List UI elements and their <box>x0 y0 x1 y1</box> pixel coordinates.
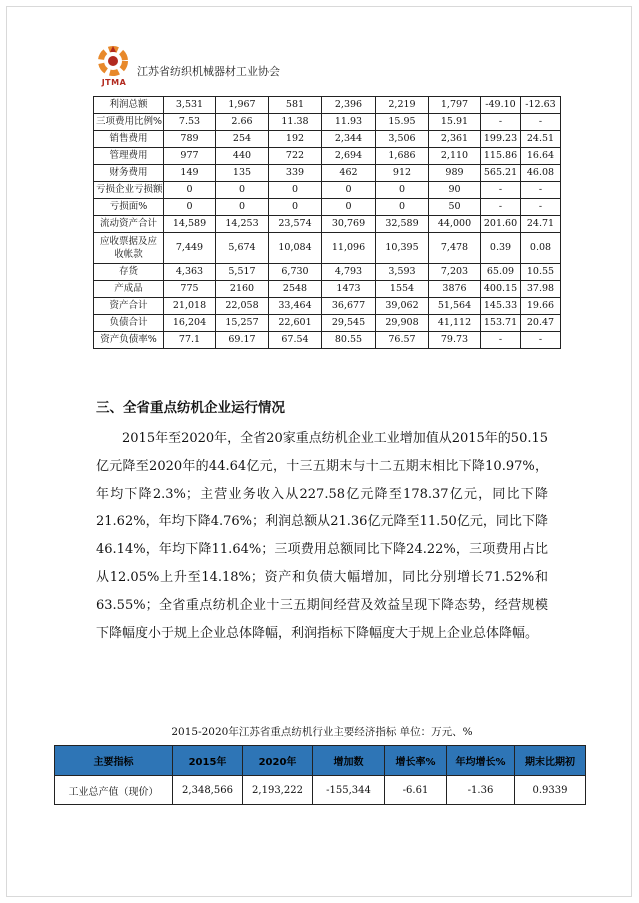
table-row <box>94 233 561 264</box>
table-cell: 7,478 <box>429 233 481 264</box>
table-cell: 15.95 <box>376 114 429 131</box>
table-row <box>94 114 561 131</box>
table-cell: - <box>481 332 521 349</box>
financial-indicators-table <box>93 96 561 349</box>
table-cell: 11.38 <box>269 114 322 131</box>
table-cell: 1,967 <box>216 97 269 114</box>
table-cell: 19.66 <box>521 298 561 315</box>
table-row <box>94 97 561 114</box>
table-cell: 16,204 <box>164 315 216 332</box>
table-row <box>94 315 561 332</box>
table-cell: 46.08 <box>521 165 561 182</box>
table-cell: 199.23 <box>481 131 521 148</box>
organization-name: 江苏省纺织机械器材工业协会 <box>137 65 280 78</box>
table-row <box>55 776 586 805</box>
table-cell: 7,203 <box>429 264 481 281</box>
row-label: 负债合计 <box>94 315 164 332</box>
table-caption: 2015-2020年江苏省重点纺机行业主要经济指标 单位：万元、% <box>171 726 473 738</box>
table-row <box>94 264 561 281</box>
column-header: 主要指标 <box>55 746 173 776</box>
row-label: 存货 <box>94 264 164 281</box>
table-cell: 989 <box>429 165 481 182</box>
column-header: 增加数 <box>313 746 385 776</box>
table-cell: 22,601 <box>269 315 322 332</box>
table-cell: 2,348,566 <box>173 776 243 805</box>
row-label: 资产合计 <box>94 298 164 315</box>
table-cell: 149 <box>164 165 216 182</box>
table-cell: 2,396 <box>322 97 376 114</box>
table-cell: 30,769 <box>322 216 376 233</box>
row-label: 产成品 <box>94 281 164 298</box>
row-label: 亏损面% <box>94 199 164 216</box>
table-cell: 2,694 <box>322 148 376 165</box>
table-cell: 33,464 <box>269 298 322 315</box>
table-cell: 6,730 <box>269 264 322 281</box>
table-cell: 76.57 <box>376 332 429 349</box>
table-cell: 3,506 <box>376 131 429 148</box>
table-cell: 10,395 <box>376 233 429 264</box>
table-cell: 135 <box>216 165 269 182</box>
table-row <box>94 281 561 298</box>
table-cell: 0 <box>164 199 216 216</box>
table-cell: 90 <box>429 182 481 199</box>
row-label: 亏损企业亏损额 <box>94 182 164 199</box>
table-cell: - <box>481 182 521 199</box>
row-label: 销售费用 <box>94 131 164 148</box>
table-cell: 65.09 <box>481 264 521 281</box>
row-label: 利润总额 <box>94 97 164 114</box>
table-row <box>94 298 561 315</box>
table-cell: 79.73 <box>429 332 481 349</box>
table-cell: 192 <box>269 131 322 148</box>
table-cell: 24.51 <box>521 131 561 148</box>
table-cell: 2160 <box>216 281 269 298</box>
table-cell: 153.71 <box>481 315 521 332</box>
table-cell: 67.54 <box>269 332 322 349</box>
table-cell: 145.33 <box>481 298 521 315</box>
table-cell: -6.61 <box>385 776 447 805</box>
table-cell: - <box>521 332 561 349</box>
table-cell: 1554 <box>376 281 429 298</box>
table-cell: 77.1 <box>164 332 216 349</box>
table-cell: 69.17 <box>216 332 269 349</box>
table-cell: 14,589 <box>164 216 216 233</box>
column-header: 年均增长% <box>447 746 515 776</box>
table-cell: 339 <box>269 165 322 182</box>
table-cell: 400.15 <box>481 281 521 298</box>
column-header: 2015年 <box>173 746 243 776</box>
table-row <box>94 131 561 148</box>
table-cell: 0.9339 <box>515 776 586 805</box>
table-cell: 21,018 <box>164 298 216 315</box>
table-row <box>94 216 561 233</box>
table-row <box>94 332 561 349</box>
table-cell: 15,257 <box>216 315 269 332</box>
table-cell: 5,674 <box>216 233 269 264</box>
table-cell: 0 <box>376 182 429 199</box>
table-cell: 0 <box>322 182 376 199</box>
table-cell: 10.55 <box>521 264 561 281</box>
table-cell: 581 <box>269 97 322 114</box>
table-cell: - <box>481 114 521 131</box>
table-cell: 722 <box>269 148 322 165</box>
table-cell: 0 <box>269 182 322 199</box>
table-cell: 24.71 <box>521 216 561 233</box>
table-cell: 565.21 <box>481 165 521 182</box>
table-cell: 7,449 <box>164 233 216 264</box>
table-cell: 0 <box>164 182 216 199</box>
column-header: 2020年 <box>243 746 313 776</box>
table-cell: - <box>521 199 561 216</box>
table-cell: -1.36 <box>447 776 515 805</box>
table-cell: 7.53 <box>164 114 216 131</box>
table-cell: 37.98 <box>521 281 561 298</box>
table-cell: 0 <box>216 199 269 216</box>
table-cell: 2.66 <box>216 114 269 131</box>
jtma-logo-icon <box>96 44 130 78</box>
table-cell: 462 <box>322 165 376 182</box>
table-cell: 1,797 <box>429 97 481 114</box>
table-cell: 0.08 <box>521 233 561 264</box>
table-cell: 41,112 <box>429 315 481 332</box>
table-row <box>94 199 561 216</box>
table-cell: 10,084 <box>269 233 322 264</box>
table-cell: 51,564 <box>429 298 481 315</box>
table-cell: 977 <box>164 148 216 165</box>
table-cell: 0 <box>216 182 269 199</box>
table-cell: 44,000 <box>429 216 481 233</box>
table-cell: 0 <box>322 199 376 216</box>
table-cell: 14,253 <box>216 216 269 233</box>
table-cell: 39,062 <box>376 298 429 315</box>
table-cell: 5,517 <box>216 264 269 281</box>
table-cell: 440 <box>216 148 269 165</box>
key-indicators-table <box>54 745 586 805</box>
row-label: 资产负债率% <box>94 332 164 349</box>
table-cell: 23,574 <box>269 216 322 233</box>
table-cell: 29,908 <box>376 315 429 332</box>
table-cell: 4,363 <box>164 264 216 281</box>
table-cell: 32,589 <box>376 216 429 233</box>
table-cell: 789 <box>164 131 216 148</box>
table-cell: 50 <box>429 199 481 216</box>
logo-text: JTMA <box>101 78 127 87</box>
table-cell: 1473 <box>322 281 376 298</box>
table-row <box>94 148 561 165</box>
table-cell: 3876 <box>429 281 481 298</box>
table-cell: 2,110 <box>429 148 481 165</box>
table-cell: 254 <box>216 131 269 148</box>
table-cell: - <box>521 114 561 131</box>
table-cell: 工业总产值（现价） <box>55 776 173 805</box>
section-paragraph: 2015年至2020年，全省20家重点纺机企业工业增加值从2015年的50.15亿元降至2020年的44.64亿元，十三五期末与十二五期末相比下降10.97%，年均下降2.3%；主营业务收入从227.58亿元降至178.37亿元，同比下降21.62%，年均下降4.76%；利润总额从21.36亿元降至11.50亿元，同比下降46.14%，年均下降11.64%；三项费用总额同比下降24.22%，三项费用占比从12.05%上升至14.18%；资产和负债大幅增加，同比分别增长71.52%和63.55%；全省重点纺机企业十三五期间经营及效益呈现下降态势，经营规模下降幅度小于规上企业总体降幅，利润指标下降幅度大于规上企业总体降幅。 <box>96 431 549 641</box>
table-cell: 2,219 <box>376 97 429 114</box>
table-cell: 912 <box>376 165 429 182</box>
table-cell: 2,193,222 <box>243 776 313 805</box>
table-cell: 3,531 <box>164 97 216 114</box>
row-label: 应收票据及应收帐款 <box>94 233 164 264</box>
table-cell: 36,677 <box>322 298 376 315</box>
table-cell: -155,344 <box>313 776 385 805</box>
table-cell: - <box>521 182 561 199</box>
table-cell: 22,058 <box>216 298 269 315</box>
table-cell: 29,545 <box>322 315 376 332</box>
table-cell: 16.64 <box>521 148 561 165</box>
table-cell: 2548 <box>269 281 322 298</box>
table-cell: 2,344 <box>322 131 376 148</box>
table-cell: 15.91 <box>429 114 481 131</box>
row-label: 流动资产合计 <box>94 216 164 233</box>
table-cell: 201.60 <box>481 216 521 233</box>
column-header: 增长率% <box>385 746 447 776</box>
table-cell: 0 <box>376 199 429 216</box>
table-cell: 0.39 <box>481 233 521 264</box>
row-label: 财务费用 <box>94 165 164 182</box>
table-cell: 0 <box>269 199 322 216</box>
table-cell: 115.86 <box>481 148 521 165</box>
table-cell: 11.93 <box>322 114 376 131</box>
table-cell: 4,793 <box>322 264 376 281</box>
table-cell: 775 <box>164 281 216 298</box>
row-label: 管理费用 <box>94 148 164 165</box>
table-cell: 1,686 <box>376 148 429 165</box>
table-cell: 3,593 <box>376 264 429 281</box>
table-cell: -49.10 <box>481 97 521 114</box>
table-cell: - <box>481 199 521 216</box>
table-cell: 2,361 <box>429 131 481 148</box>
table-row <box>94 165 561 182</box>
table-cell: 11,096 <box>322 233 376 264</box>
section-heading: 三、全省重点纺机企业运行情况 <box>96 400 285 416</box>
table-row <box>94 182 561 199</box>
table-cell: 20.47 <box>521 315 561 332</box>
table-cell: -12.63 <box>521 97 561 114</box>
row-label: 三项费用比例% <box>94 114 164 131</box>
column-header: 期末比期初 <box>515 746 586 776</box>
table-cell: 80.55 <box>322 332 376 349</box>
